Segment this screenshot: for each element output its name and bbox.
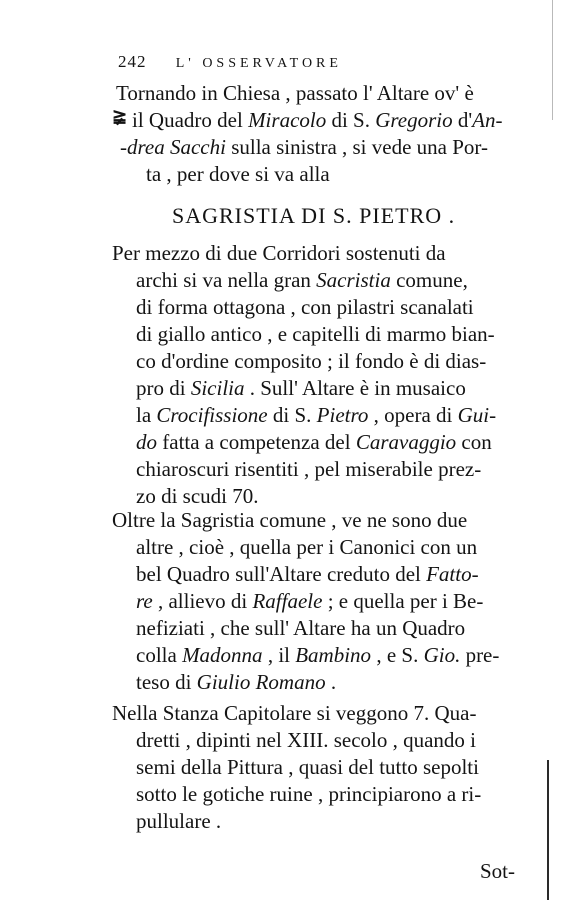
text-line <box>136 267 567 293</box>
page-number: 242 <box>118 52 147 71</box>
text-run: altre , cioè , quella per i Canonici con un <box>136 535 478 559</box>
text-run: zo di scudi 70. <box>136 484 259 508</box>
text-line <box>136 781 567 807</box>
italic-text: Pietro <box>316 403 369 427</box>
text-run: d' <box>452 108 473 132</box>
text-run: bel Quadro sull'Altare creduto del <box>136 562 427 586</box>
text-line <box>112 507 552 533</box>
text-run: , allievo di <box>152 589 253 613</box>
text-run: pre- <box>460 643 500 667</box>
text-run: il Quadro del <box>132 108 249 132</box>
text-line <box>136 429 567 455</box>
text-run: colla <box>136 643 183 667</box>
italic-text: Sacristia <box>316 268 391 292</box>
text-line <box>136 808 567 834</box>
text-run: fatta a competenza del <box>157 430 356 454</box>
text-run: sotto le gotiche ruine , principiarono a ri- <box>136 782 482 806</box>
text-run: Per mezzo di due Corridori sostenuti da <box>112 241 446 265</box>
text-line <box>136 561 567 587</box>
italic-text: Madonna <box>182 643 263 667</box>
text-run: . <box>325 670 337 694</box>
text-run: sulla sinistra , si vede una Por- <box>225 135 488 159</box>
italic-text: Gui- <box>457 403 497 427</box>
italic-text: Caravaggio <box>355 430 457 454</box>
text-run: Nella Stanza Capitolare si veggono 7. Qua- <box>112 701 477 725</box>
margin-mark: ≩ <box>112 106 128 127</box>
text-run: dretti , dipinti nel XIII. secolo , quando i <box>136 728 477 752</box>
text-line <box>136 588 567 614</box>
text-run: di S. <box>326 108 376 132</box>
running-title: L' OSSERVATORE <box>175 56 342 71</box>
section-heading: SAGRISTIA DI S. PIETRO . <box>172 203 456 228</box>
text-run: semi della Pittura , quasi del tutto sepolti <box>136 755 479 779</box>
italic-text: Bambino <box>295 643 372 667</box>
text-run: , opera di <box>368 403 458 427</box>
text-line <box>136 402 567 428</box>
text-line <box>136 727 567 753</box>
text-line <box>116 80 536 106</box>
text-run: la <box>136 403 157 427</box>
text-line <box>146 161 566 187</box>
text-run: teso di <box>136 670 197 694</box>
text-run: pullulare . <box>136 809 222 833</box>
text-run: di S. <box>267 403 317 427</box>
text-run: chiaroscuri risentiti , pel miserabile prez- <box>136 457 482 481</box>
italic-text: Sicilia <box>190 376 245 400</box>
text-run: , e S. <box>371 643 424 667</box>
text-run: archi si va nella gran <box>136 268 317 292</box>
text-line <box>136 669 567 695</box>
italic-text: re <box>136 589 153 613</box>
text-run: di forma ottagona , con pilastri scanalati <box>136 295 474 319</box>
text-line <box>136 754 567 780</box>
text-line <box>136 534 567 560</box>
text-line <box>136 294 567 320</box>
italic-text: Giulio Romano <box>196 670 326 694</box>
text-run: Tornando in Chiesa , passato l' Altare ov' è <box>116 81 474 105</box>
text-run: nefiziati , che sull' Altare ha un Quadro <box>136 616 466 640</box>
text-line <box>112 240 552 266</box>
italic-text: do <box>136 430 157 454</box>
text-line <box>136 321 567 347</box>
page-edge-line <box>552 0 553 120</box>
page-header <box>118 52 448 72</box>
text-run: , il <box>262 643 296 667</box>
italic-text: Fatto- <box>426 562 479 586</box>
text-run: Oltre la Sagristia comune , ve ne sono due <box>112 508 468 532</box>
italic-text: Raffaele <box>252 589 323 613</box>
text-line <box>136 456 567 482</box>
italic-text: Crocifissione <box>156 403 268 427</box>
text-line <box>136 483 567 509</box>
text-line <box>112 700 552 726</box>
text-line <box>136 348 567 374</box>
text-line <box>120 134 540 160</box>
text-line <box>136 615 567 641</box>
text-line <box>136 642 567 668</box>
text-run: comune, <box>390 268 468 292</box>
italic-text: -drea Sacchi <box>120 135 226 159</box>
text-run: pro di <box>136 376 191 400</box>
text-run: ta , per dove si va alla <box>146 162 330 186</box>
text-line <box>132 107 552 133</box>
text-run: con <box>456 430 492 454</box>
italic-text: Gregorio <box>375 108 453 132</box>
text-run: . Sull' Altare è in musaico <box>244 376 466 400</box>
italic-text: Gio. <box>423 643 461 667</box>
text-run: di giallo antico , e capitelli di marmo bian- <box>136 322 495 346</box>
catchword: Sot- <box>480 859 516 883</box>
text-run: ; e quella per i Be- <box>322 589 484 613</box>
text-line <box>136 375 567 401</box>
text-run: co d'ordine composito ; il fondo è di dias- <box>136 349 487 373</box>
italic-text: An- <box>472 108 503 132</box>
italic-text: Miracolo <box>248 108 327 132</box>
